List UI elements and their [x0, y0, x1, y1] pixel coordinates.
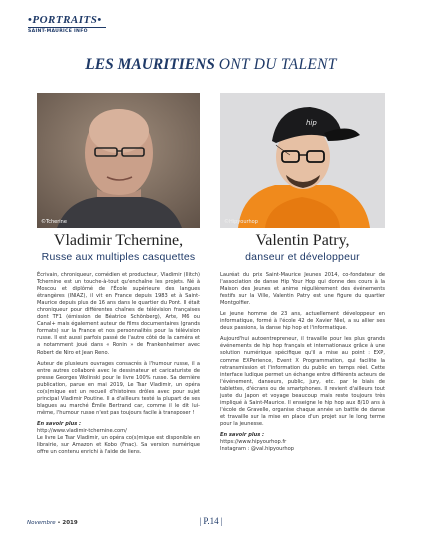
paragraph: Lauréat du prix Saint-Maurice Jeunes 2014, co-fondateur de l'association de danse Hip Your Hop qui donne des cours à la Maison des Jeunes et anime régulièrement des événements festifs sur la Ville, Valentin Patry est une figure du quartier Montgolfier. [220, 272, 385, 307]
footer-date: Novembre • 2019 [27, 520, 78, 526]
more-label: En savoir plus : [220, 431, 265, 438]
paragraph: Auteur de plusieurs ouvrages consacrés à l'humour russe, il a entre autres collaboré avec le dessinateur et caricaturiste de presse Georges Wolinski pour le livre 100% russe. Sa dernière publication, parue en mai 2019, Le Tsar Vladimir, un opéra co(s)mique est un recueil d'histoires drôles avec pour sujet principal Vladimir Poutine. Il a d'ailleurs testé la plupart de ses blagues au marché Émile Bertrand car, comme il le dit lui-même, l'humour russe n'est pas toujours facile à transposer ! [37, 360, 200, 416]
article-column-left [37, 272, 200, 460]
paragraph: Le livre Le Tsar Vladimir, un opéra co(s)mique est disponible en librairie, sur Amazon et Kobo (Fnac). Sa version numérique offre un contenu enrichi à l'aide de liens. [37, 435, 200, 456]
person-name-patry: Valentin Patry, [255, 232, 350, 249]
title-bold: LES MAURITIENS [85, 56, 215, 73]
portrait-tchernine-image [37, 93, 200, 228]
page-title [0, 56, 422, 74]
rubrique-sub: SAINT-MAURICE INFO [28, 27, 106, 34]
footer-month: Novembre [27, 520, 56, 526]
more-label: En savoir plus : [37, 420, 82, 427]
paragraph: Écrivain, chroniqueur, comédien et producteur, Vladimir (Ilitch) Tchernine est un touche-à-tout qu'enchaîne les projets. Né à Moscou et diplômé de l'École supérieure des langues étrangères (INIAZ), il vit en France depuis 1983 et à Saint-Maurice depuis plus de 16 ans dans le quartier du Pont. Il était chroniqueur pour différentes chaînes de télévision françaises dont TF1 (émission de Béatrice Schönberg), Arte, M6 ou Canal+ mais également auteur de films documentaires (grands formats) sur la France et nos personnalités pour la télévision russe. Il est aussi parfois passé de l'autre côté de la caméra et a notamment joué dans « Ronin » de Frankenheimer avec Robert de Niro et Jean Reno. [37, 272, 200, 356]
photo-tchernine [37, 93, 200, 228]
instagram-handle[interactable]: Instagram : @val.hipyourhop [220, 446, 294, 453]
rubrique-label: •PORTRAITS• [28, 14, 102, 26]
person-role-tchernine: Russe aux multiples casquettes [41, 251, 196, 263]
website-link[interactable]: https://www.hipyourhop.fr [220, 439, 287, 446]
page-number: | P.14 | [199, 516, 223, 526]
photo-patry [220, 93, 385, 228]
person-name-tchernine: Vladimir Tchernine, [53, 232, 184, 249]
portrait-patry-image [220, 93, 385, 228]
title-light: ONT DU TALENT [218, 56, 337, 73]
footer-year: 2019 [62, 520, 78, 526]
paragraph: Le jeune homme de 23 ans, actuellement développeur en informatique, formé à l'école 42 de Xavier Niel, a su allier ses deux passions, la danse hip hop et l'informatique. [220, 311, 385, 332]
photo-credit: ©Hipyourhop [224, 219, 258, 225]
person-role-patry: danseur et développeur [245, 251, 360, 263]
svg-text:hip: hip [306, 119, 317, 127]
paragraph: Aujourd'hui autoentrepreneur, il travaille pour les plus grands événements de hip hop français et internationaux grâce à une solution numérique spécifique qu'il a mise au point : EXP, comme EXPerience, Event X Programmation, qui facilite la retransmission et l'information du public en temps réel. Cette interface ludique permet un échange entre différents acteurs de l'événement, danseurs, public, jury, etc. par le biais de tablettes, d'écrans ou de smartphones. Il revient d'ailleurs tout juste du Japon et voyage beaucoup mais reste toujours très impliqué à Saint-Maurice. Il enseigne le hip hop aux 8/10 ans à l'école de Gravelle, organise chaque année un battle de danse et travaille sur la mise en place d'un projet sur le long terme pour la jeunesse. [220, 336, 385, 427]
website-link[interactable]: http://www.vladimir-tchernine.com/ [37, 427, 127, 434]
photo-credit: ©Tcherine [41, 219, 67, 225]
section-header [28, 14, 148, 34]
article-column-right [220, 272, 385, 453]
